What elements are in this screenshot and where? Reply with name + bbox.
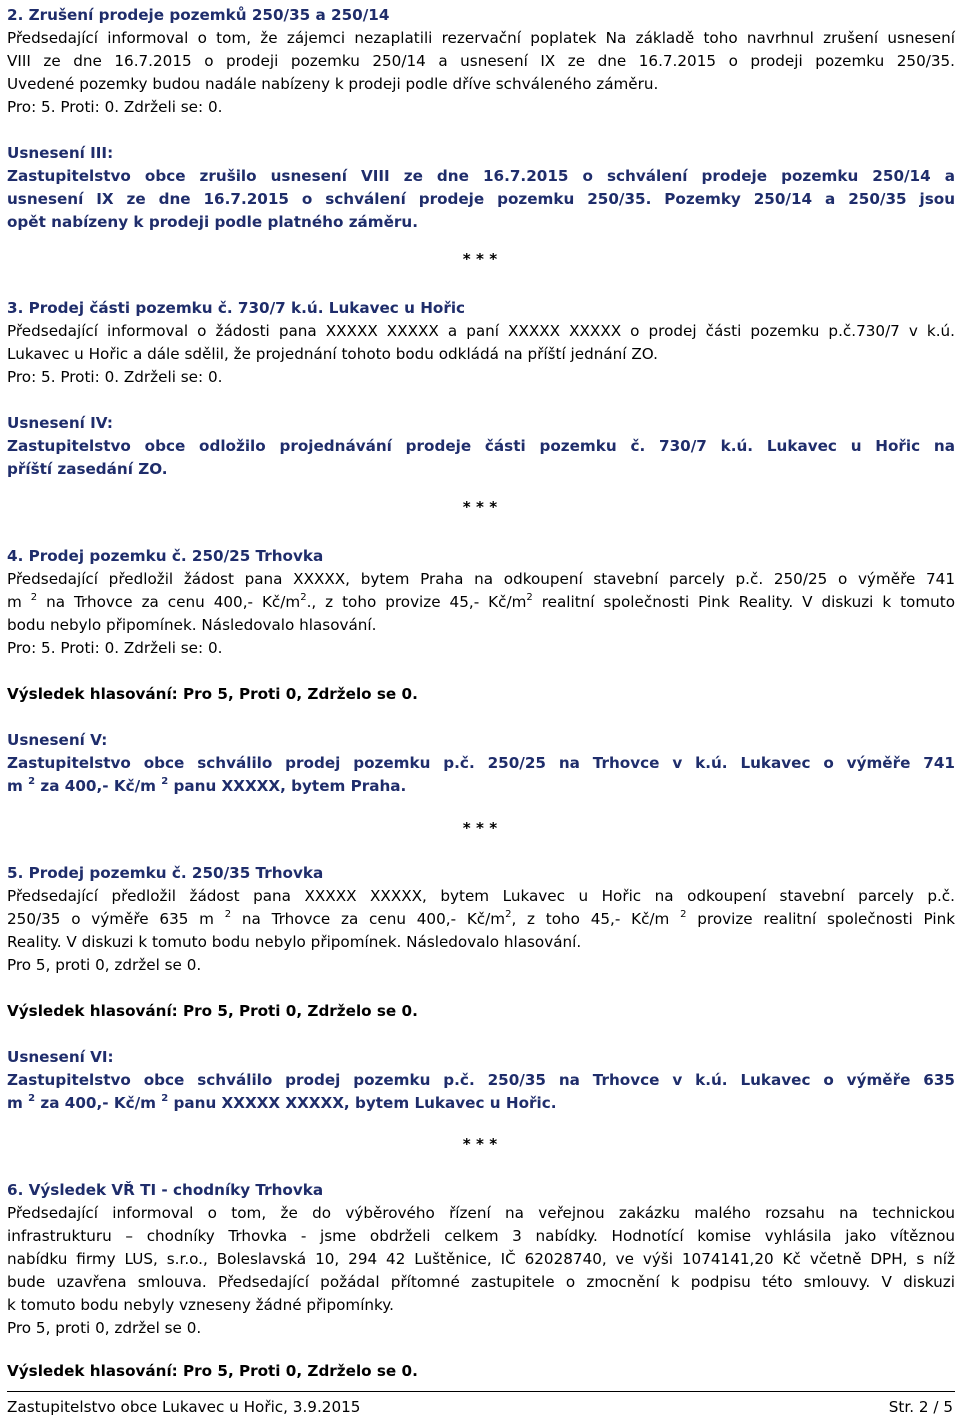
text-line: m $^2$ na Trhovce za cenu 400,- $Kč/m^2$., z toho provize 45,- $Kč/m^2$ realitní společnosti Pink Reality. V diskuzi k tomuto: [7, 591, 956, 611]
text-line: infrastrukturu – chodníky Trhovka - jsme obdrželi celkem 3 nabídky. Hodnotící komise vyhlásila jako vítěznou: [7, 1227, 955, 1245]
text-line: Pro 5, proti 0, zdržel se 0.: [7, 956, 202, 974]
text-line: * * *: [462, 250, 498, 268]
footer-page-number: Str. 2 / 5: [888, 1398, 953, 1416]
footer-left: Zastupitelstvo obce Lukavec u Hořic, 3.9.2015: [7, 1398, 361, 1416]
text-line: Usnesení IV:: [7, 414, 113, 432]
text-line: Výsledek hlasování: Pro 5, Proti 0, Zdrželo se 0.: [7, 1002, 418, 1020]
text-line: 5. Prodej pozemku č. 250/35 Trhovka: [7, 864, 324, 882]
text-line: Usnesení VI:: [7, 1048, 114, 1066]
text-line: nabídku firmy LUS, s.r.o., Boleslavská 10, 294 42 Luštěnice, IČ 62028740, ve výši 1074141,20 Kč včetně DPH, s níž: [7, 1250, 955, 1268]
text-line: Zastupitelstvo obce zrušilo usnesení VIII ze dne 16.7.2015 o schválení prodeje pozemku 250/14 a: [7, 167, 955, 185]
text-line: Předsedající předložil žádost pana XXXXX, bytem Praha na odkoupení stavební parcely p.č. 250/25 o výměře 741: [7, 570, 955, 588]
text-line: Reality. V diskuzi k tomuto bodu nebylo připomínek. Následovalo hlasování.: [7, 933, 582, 951]
text-line: Zastupitelstvo obce schválilo prodej pozemku p.č. 250/35 na Trhovce v k.ú. Lukavec o výměře 635: [7, 1071, 955, 1089]
text-line: Pro: 5. Proti: 0. Zdrželi se: 0.: [7, 98, 223, 116]
text-line: Usnesení III:: [7, 144, 114, 162]
text-line: k tomuto bodu nebyly vzneseny žádné připomínky.: [7, 1296, 394, 1314]
text-line: Výsledek hlasování: Pro 5, Proti 0, Zdrželo se 0.: [7, 685, 418, 703]
text-line: * * *: [462, 1135, 498, 1153]
text-line: Zastupitelstvo obce odložilo projednávání prodeje části pozemku č. 730/7 k.ú. Lukavec u Hořic na: [7, 437, 955, 455]
text-line: bude uzavřena smlouva. Předsedající požádal přítomné zastupitele o zmocnění k podpisu této smlouvy. V diskuzi: [7, 1273, 955, 1291]
text-line: usnesení IX ze dne 16.7.2015 o schválení prodeje pozemku 250/35. Pozemky 250/14 a 250/35 jsou: [7, 190, 955, 208]
text-line: 3. Prodej části pozemku č. 730/7 k.ú. Lukavec u Hořic: [7, 299, 466, 317]
text-line: Předsedající informoval o tom, že zájemci nezaplatili rezervační poplatek Na základě toho navrhnul zrušení usnesení: [7, 29, 955, 47]
text-line: 4. Prodej pozemku č. 250/25 Trhovka: [7, 547, 324, 565]
text-line: Zastupitelstvo obce schválilo prodej pozemku p.č. 250/25 na Trhovce v k.ú. Lukavec o výměře 741: [7, 754, 955, 772]
text-line: 2. Zrušení prodeje pozemků 250/35 a 250/14: [7, 6, 390, 24]
text-line: 250/35 o výměře 635 m $^2$ na Trhovce za cenu 400,- $Kč/m^2$, z toho 45,- Kč/m $^2$ provize realitní společnosti Pink: [7, 908, 955, 928]
text-line: bodu nebylo připomínek. Následovalo hlasování.: [7, 616, 377, 634]
text-line: m $^2$ za 400,- Kč/m $^2$ panu XXXXX, bytem Praha.: [7, 775, 407, 795]
text-line: Pro: 5. Proti: 0. Zdrželi se: 0.: [7, 639, 223, 657]
text-line: 6. Výsledek VŘ TI - chodníky Trhovka: [7, 1181, 324, 1199]
text-line: Pro 5, proti 0, zdržel se 0.: [7, 1319, 202, 1337]
text-line: Pro: 5. Proti: 0. Zdrželi se: 0.: [7, 368, 223, 386]
text-line: příští zasedání ZO.: [7, 460, 168, 478]
text-line: Lukavec u Hořic a dále sdělil, že projednání tohoto bodu odkládá na příští jednání ZO.: [7, 345, 658, 363]
text-line: * * *: [462, 819, 498, 837]
text-line: Usnesení V:: [7, 731, 108, 749]
text-line: Předsedající informoval o žádosti pana XXXXX XXXXX a paní XXXXX XXXXX o prodej části pozemku p.č.730/7 v k.ú.: [7, 322, 955, 340]
text-line: VIII ze dne 16.7.2015 o prodeji pozemku 250/14 a usnesení IX ze dne 16.7.2015 o prodeji pozemku 250/35.: [7, 52, 955, 70]
text-line: * * *: [462, 498, 498, 516]
text-line: Výsledek hlasování: Pro 5, Proti 0, Zdrželo se 0.: [7, 1362, 418, 1380]
footer-divider: [7, 1391, 955, 1392]
text-line: Předsedající předložil žádost pana XXXXX XXXXX, bytem Lukavec u Hořic na odkoupení stavební parcely p.č.: [7, 887, 955, 905]
text-line: m $^2$ za 400,- Kč/m $^2$ panu XXXXX XXXXX, bytem Lukavec u Hořic.: [7, 1092, 557, 1112]
text-line: opět nabízeny k prodeji podle platného záměru.: [7, 213, 418, 231]
text-line: Uvedené pozemky budou nadále nabízeny k prodeji podle dříve schváleného záměru.: [7, 75, 659, 93]
text-line: Předsedající informoval o tom, že do výběrového řízení na veřejnou zakázku malého rozsahu na technickou: [7, 1204, 955, 1222]
